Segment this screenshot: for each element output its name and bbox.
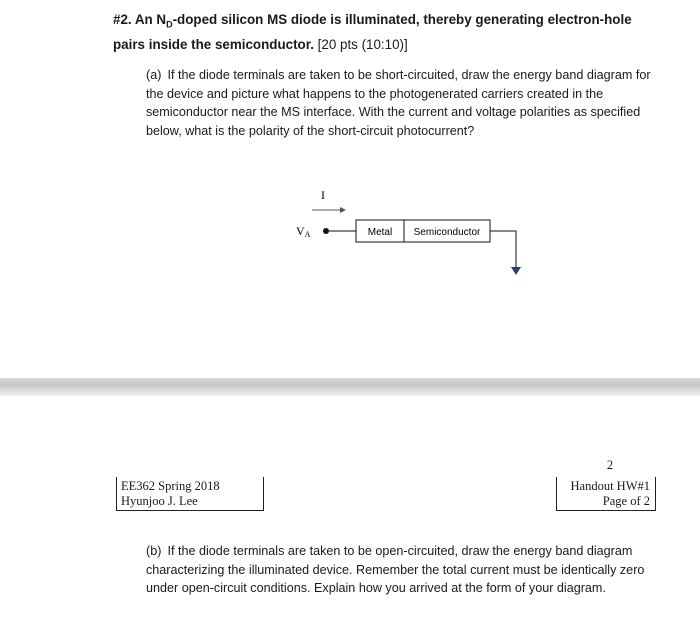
part-b-text: (b) If the diode terminals are taken to be open-circuited, draw the energy band diagram characterizing the illuminated device. Remember the total current must be identically zero under open-circuit conditions. Explain how you arrived at the form of your diagram. xyxy=(146,544,645,595)
current-arrow-icon xyxy=(312,207,346,213)
question-title: #2. An $N_D$-doped silicon MS diode is illuminated, thereby generating electron-hole pairs inside the semiconductor. [20 pts (10:10)] xyxy=(113,12,632,52)
current-label: I xyxy=(321,188,325,202)
footer-handout-box xyxy=(556,477,656,511)
handout-label: Handout HW#1 xyxy=(570,479,650,493)
ground-icon xyxy=(511,267,521,275)
instructor-name: Hyunjoo J. Lee xyxy=(121,494,198,508)
course-name: EE362 Spring 2018 xyxy=(121,479,220,493)
metal-label: Metal xyxy=(367,227,393,238)
page-of-label: Page of 2 xyxy=(602,494,650,508)
voltage-label: VA xyxy=(296,224,311,239)
terminal-node-icon xyxy=(323,228,329,234)
page-separator xyxy=(0,378,700,396)
part-a-text: (a) If the diode terminals are taken to be short-circuited, draw the energy band diagram for the device and picture what happens to the photogenerated carriers created in the semiconductor near the MS interface. With the current and voltage polarities as specified below, what is the polarity of the short-circuit photocurrent? xyxy=(146,68,651,138)
footer-course-box xyxy=(116,477,264,511)
ground-wire xyxy=(490,231,516,267)
semiconductor-label: Semiconductor xyxy=(413,227,481,238)
ms-diode-diagram xyxy=(290,185,530,285)
question-points: [20 pts (10:10)] xyxy=(317,36,408,52)
page-number: 2 xyxy=(606,458,614,472)
